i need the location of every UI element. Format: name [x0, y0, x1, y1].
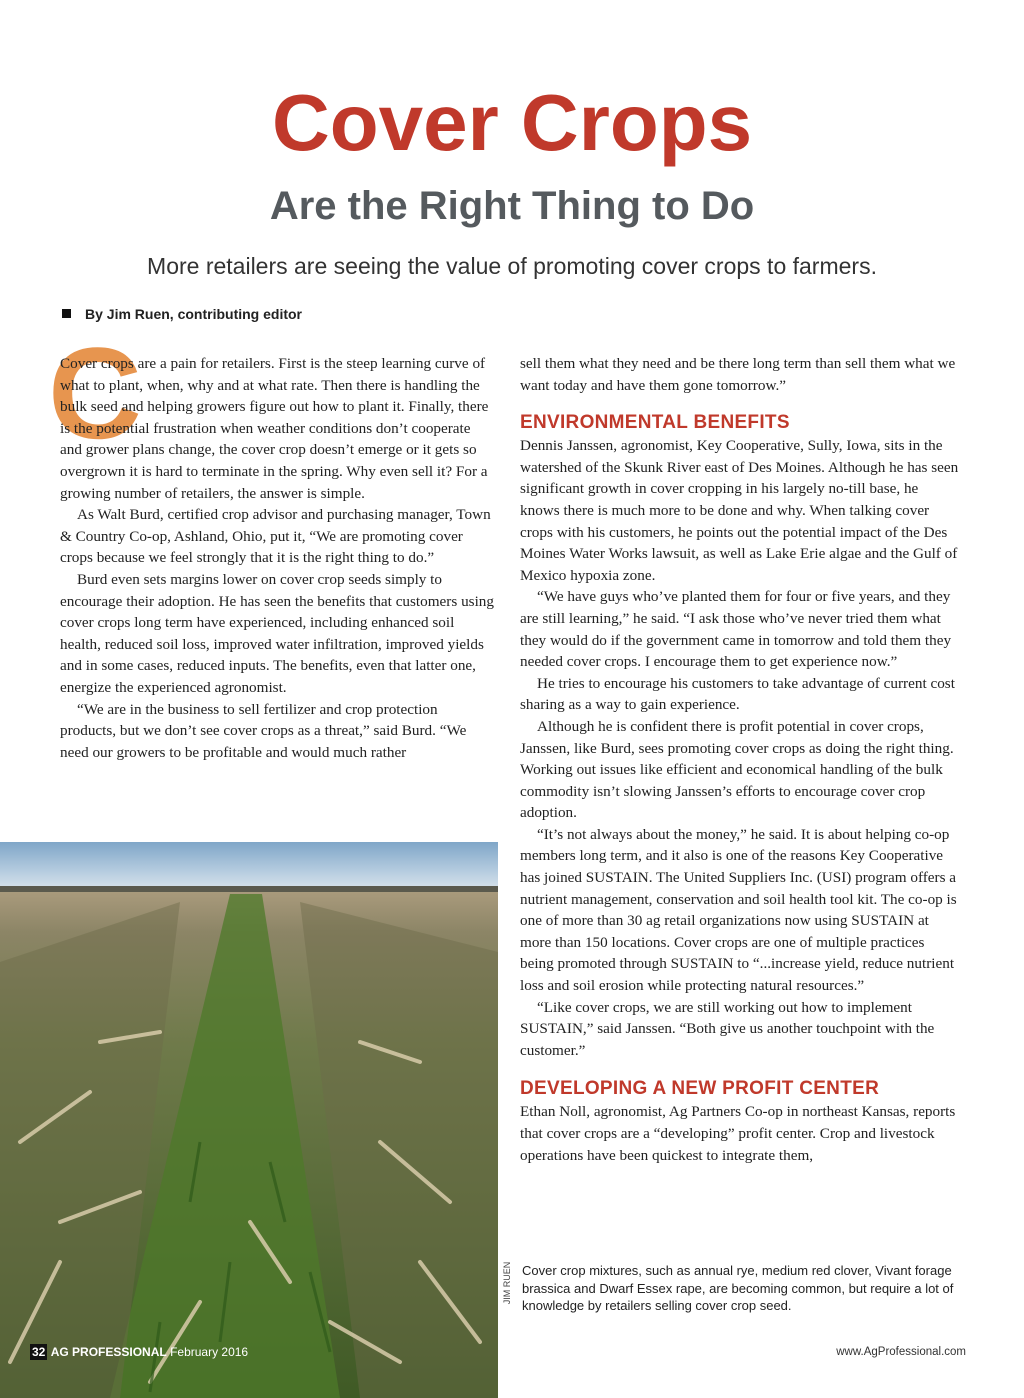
paragraph: Ethan Noll, agronomist, Ag Partners Co-op in northeast Kansas, reports that cover crops are a “developing” profit center. Crop and livestock operations have been quickest to integrate them,	[520, 1103, 956, 1164]
article-column-1	[60, 353, 496, 763]
drop-cap: C	[48, 320, 142, 466]
square-bullet-icon	[62, 309, 71, 318]
paragraph: “Like cover crops, we are still working out how to implement SUSTAIN,” said Janssen. “Both give us another touchpoint with the customer.”	[520, 998, 935, 1059]
issue-date: February 2016	[170, 1345, 249, 1359]
article-column-2	[520, 353, 960, 1166]
paragraph: Burd even sets margins lower on cover crop seeds simply to encourage their adoption. He has seen the benefits that customers using cover crops long term have experienced, including enhanced soil health, reduced soil loss, improved water infiltration, improved yields and in some cases, reduced inputs. The benefits, even that latter one, energize the experienced agronomist.	[60, 570, 494, 696]
paragraph: Dennis Janssen, agronomist, Key Cooperative, Sully, Iowa, sits in the watershed of the Skunk River east of Des Moines. Although he has seen significant growth in cover cropping in his largely no-till base, he knows there is much more to be done and why. When talking cover crops with his customers, he points out the potential impact of the Des Moines Water Works lawsuit, as well as Lake Erie algae and the Gulf of Mexico hypoxia zone.	[520, 437, 959, 584]
paragraph-continuation: sell them what they need and be there long term than sell them what we want today and have them gone tomorrow.”	[520, 355, 956, 394]
paragraph: “We are in the business to sell fertilizer and crop protection products, but we don’t see cover crops as a threat,” said Burd. “We need our growers to be profitable and would much rather	[60, 700, 467, 761]
paragraph: “We have guys who’ve planted them for four or five years, and they are still learning,” he said. “I ask those who’ve never tried them what they would do if the government came in tomorrow and told them they needed cover crops. I encourage them to get experience now.”	[520, 588, 952, 671]
photo-caption: Cover crop mixtures, such as annual rye, medium red clover, Vivant forage brassica and Dwarf Essex rape, are becoming common, but require a lot of knowledge by retailers selling cover crop seed.	[522, 1263, 954, 1313]
page-folio	[30, 1344, 248, 1360]
paragraph: Although he is confident there is profit potential in cover crops, Janssen, like Burd, sees promoting cover crops as doing the right thing. Working out issues like efficient and economical handling of the bulk commodity isn’t slowing Janssen’s efforts to encourage cover crop adoption.	[520, 717, 954, 822]
article-subtitle: Are the Right Thing to Do	[269, 184, 755, 228]
paragraph: Cover crops are a pain for retailers. First is the steep learning curve of what to plant, when, why and at what rate. Then there is handling the bulk seed and helping growers figure out how to plant it. Finally, there is the potential frustration when weather conditions don’t cooperate and grower plans change, the cover crop doesn’t emerge or it gets so overgrown it is hard to terminate in the spring. Why even sell it? For a growing number of retailers, the answer is simple.	[60, 355, 489, 502]
cover-crop-field-photo	[0, 842, 498, 1398]
article-title: Cover Crops	[271, 78, 753, 167]
magazine-name: AG PROFESSIONAL	[50, 1345, 167, 1359]
section-heading-environmental-benefits: ENVIRONMENTAL BENEFITS	[520, 412, 790, 434]
photo-credit: JIM RUEN	[502, 1261, 512, 1305]
page-number: 32	[32, 1345, 46, 1359]
paragraph: “It’s not always about the money,” he said. It is about helping co-op members long term, and it also is one of the reasons Key Cooperative has joined SUSTAIN. The United Suppliers Inc. (USI) program offers a nutrient management, conservation and soil health tool kit. The co-op is one of more than 30 ag retail organizations now using SUSTAIN at more than 150 locations. Cover crops are one of multiple practices being promoted through SUSTAIN to “...increase yield, reduce nutrient loss and soil erosion while protecting natural resources.”	[520, 825, 957, 995]
article-deck: More retailers are seeing the value of promoting cover crops to farmers.	[147, 253, 877, 279]
website-url: www.AgProfessional.com	[836, 1346, 966, 1358]
paragraph: He tries to encourage his customers to take advantage of current cost sharing as a way to gain experience.	[520, 674, 955, 714]
paragraph: As Walt Burd, certified crop advisor and purchasing manager, Town & Country Co-op, Ashland, Ohio, put it, “We are promoting cover crops because we feel strongly that it is the right thing to do.”	[60, 506, 491, 567]
section-heading-developing-profit-center: DEVELOPING A NEW PROFIT CENTER	[520, 1078, 880, 1100]
byline-text: By Jim Ruen, contributing editor	[85, 306, 303, 322]
